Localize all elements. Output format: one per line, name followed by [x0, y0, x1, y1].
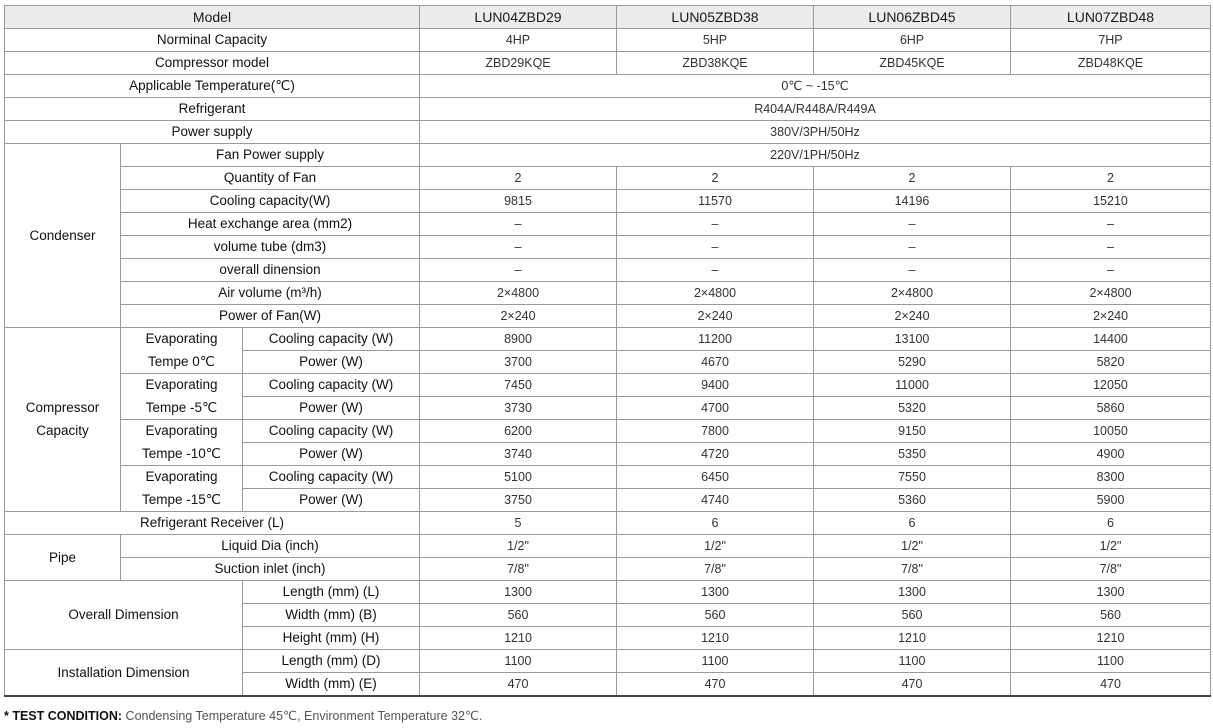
cell-value: ZBD29KQE [420, 52, 617, 75]
condition-label: Tempe -10℃ [121, 443, 243, 466]
row-label: Norminal Capacity [5, 29, 420, 52]
cell-value: 4900 [1011, 443, 1211, 466]
group-label-installation-dimension: Installation Dimension [5, 650, 243, 697]
cell-value: 1100 [420, 650, 617, 673]
row-label: Power (W) [243, 351, 420, 374]
cell-value: 7/8" [814, 558, 1011, 581]
row-label: Fan Power supply [121, 144, 420, 167]
row-label: volume tube (dm3) [121, 236, 420, 259]
condition-label: Tempe -5℃ [121, 397, 243, 420]
table-row [5, 29, 1211, 52]
cell-value: 5820 [1011, 351, 1211, 374]
cell-value: 560 [1011, 604, 1211, 627]
row-label: Cooling capacity (W) [243, 374, 420, 397]
table-row [5, 489, 1211, 512]
cell-value: 470 [420, 673, 617, 697]
cell-value: 7/8" [420, 558, 617, 581]
cell-value: 1300 [814, 581, 1011, 604]
row-label: Width (mm) (E) [243, 673, 420, 697]
row-label: Height (mm) (H) [243, 627, 420, 650]
cell-value: 2 [617, 167, 814, 190]
cell-value: ZBD48KQE [1011, 52, 1211, 75]
row-label: Air volume (m³/h) [121, 282, 420, 305]
table-row [5, 282, 1211, 305]
row-label: Power supply [5, 121, 420, 144]
row-label: overall dinension [121, 259, 420, 282]
row-label: Applicable Temperature(℃) [5, 75, 420, 98]
cell-value: 1210 [1011, 627, 1211, 650]
cell-value: 560 [617, 604, 814, 627]
cell-value: ZBD38KQE [617, 52, 814, 75]
condition-label: Evaporating [121, 466, 243, 489]
row-label: Cooling capacity (W) [243, 420, 420, 443]
cell-value: 5860 [1011, 397, 1211, 420]
group-label-compressor-capacity [5, 328, 121, 512]
cell-value: 2×4800 [617, 282, 814, 305]
cell-value: 2 [420, 167, 617, 190]
condition-label: Tempe 0℃ [121, 351, 243, 374]
cell-value: 6 [617, 512, 814, 535]
cell-value: 220V/1PH/50Hz [420, 144, 1211, 167]
model-name: LUN05ZBD38 [617, 6, 814, 29]
row-label: Heat exchange area (mm2) [121, 213, 420, 236]
cell-value: 470 [617, 673, 814, 697]
table-row [5, 351, 1211, 374]
cell-value: 7/8" [1011, 558, 1211, 581]
cell-value: 1210 [814, 627, 1011, 650]
row-label: Suction inlet (inch) [121, 558, 420, 581]
condition-label: Evaporating [121, 374, 243, 397]
table-row [5, 420, 1211, 443]
cell-value: 560 [814, 604, 1011, 627]
header-row [5, 6, 1211, 29]
table-row [5, 328, 1211, 351]
cell-value: 2×240 [617, 305, 814, 328]
cell-value: 14196 [814, 190, 1011, 213]
cell-value: 14400 [1011, 328, 1211, 351]
cell-value: 11200 [617, 328, 814, 351]
model-name: LUN04ZBD29 [420, 6, 617, 29]
row-label: Quantity of Fan [121, 167, 420, 190]
table-row [5, 374, 1211, 397]
cell-value: 3740 [420, 443, 617, 466]
cell-value: 12050 [1011, 374, 1211, 397]
cell-value: 560 [420, 604, 617, 627]
cell-value: – [814, 236, 1011, 259]
cell-value: 9815 [420, 190, 617, 213]
cell-value: – [814, 259, 1011, 282]
table-row [5, 121, 1211, 144]
cell-value: 2 [1011, 167, 1211, 190]
cell-value: 1100 [814, 650, 1011, 673]
table-row [5, 75, 1211, 98]
group-label-condenser: Condenser [5, 144, 121, 328]
specification-table [4, 5, 1211, 697]
group-label-line: Capacity [36, 423, 89, 438]
cell-value: 9400 [617, 374, 814, 397]
table-row [5, 512, 1211, 535]
cell-value: 2 [814, 167, 1011, 190]
cell-value: 5350 [814, 443, 1011, 466]
cell-value: 2×240 [420, 305, 617, 328]
condition-label: Evaporating [121, 328, 243, 351]
cell-value: 7550 [814, 466, 1011, 489]
cell-value: 1/2" [420, 535, 617, 558]
table-row [5, 650, 1211, 673]
test-condition-text: Condensing Temperature 45℃, Environment Temperature 32℃. [122, 709, 483, 723]
cell-value: 4HP [420, 29, 617, 52]
cell-value: 5320 [814, 397, 1011, 420]
cell-value: 6450 [617, 466, 814, 489]
cell-value: 6 [1011, 512, 1211, 535]
table-row [5, 443, 1211, 466]
cell-value: 15210 [1011, 190, 1211, 213]
cell-value: – [1011, 213, 1211, 236]
condition-label: Evaporating [121, 420, 243, 443]
table-row [5, 98, 1211, 121]
cell-value: 1100 [617, 650, 814, 673]
row-label: Power (W) [243, 443, 420, 466]
cell-value: 11000 [814, 374, 1011, 397]
cell-value: – [617, 259, 814, 282]
table-row [5, 535, 1211, 558]
cell-value: 1300 [1011, 581, 1211, 604]
cell-value: 6200 [420, 420, 617, 443]
cell-value: 1100 [1011, 650, 1211, 673]
row-label: Length (mm) (D) [243, 650, 420, 673]
cell-value: 1300 [617, 581, 814, 604]
cell-value: 1/2" [617, 535, 814, 558]
cell-value: 1/2" [1011, 535, 1211, 558]
cell-value: 5 [420, 512, 617, 535]
cell-value: 9150 [814, 420, 1011, 443]
cell-value: 4700 [617, 397, 814, 420]
cell-value: 4670 [617, 351, 814, 374]
table-row [5, 52, 1211, 75]
cell-value: 3730 [420, 397, 617, 420]
cell-value: 10050 [1011, 420, 1211, 443]
condition-label: Tempe -15℃ [121, 489, 243, 512]
cell-value: 470 [1011, 673, 1211, 697]
table-row [5, 259, 1211, 282]
cell-value: 2×4800 [1011, 282, 1211, 305]
cell-value: – [1011, 236, 1211, 259]
cell-value: 4740 [617, 489, 814, 512]
test-condition-note [4, 708, 483, 723]
cell-value: 470 [814, 673, 1011, 697]
cell-value: 3750 [420, 489, 617, 512]
table-row [5, 167, 1211, 190]
table-row [5, 236, 1211, 259]
group-label-line: Compressor [25, 400, 100, 415]
cell-value: – [420, 236, 617, 259]
test-condition-label: * TEST CONDITION: [4, 709, 123, 723]
table-row [5, 466, 1211, 489]
row-label: Cooling capacity(W) [121, 190, 420, 213]
row-label: Width (mm) (B) [243, 604, 420, 627]
group-label-overall-dimension: Overall Dimension [5, 581, 243, 650]
cell-value: 5290 [814, 351, 1011, 374]
row-label: Power of Fan(W) [121, 305, 420, 328]
cell-value: – [814, 213, 1011, 236]
cell-value: 5360 [814, 489, 1011, 512]
cell-value: 2×4800 [420, 282, 617, 305]
cell-value: – [617, 236, 814, 259]
row-label: Cooling capacity (W) [243, 328, 420, 351]
cell-value: 3700 [420, 351, 617, 374]
cell-value: 1/2" [814, 535, 1011, 558]
cell-value: 2×240 [1011, 305, 1211, 328]
row-label: Power (W) [243, 397, 420, 420]
cell-value: 5100 [420, 466, 617, 489]
cell-value: R404A/R448A/R449A [420, 98, 1211, 121]
cell-value: – [420, 213, 617, 236]
cell-value: 6HP [814, 29, 1011, 52]
cell-value: 5900 [1011, 489, 1211, 512]
row-label: Refrigerant [5, 98, 420, 121]
cell-value: 13100 [814, 328, 1011, 351]
table-row [5, 144, 1211, 167]
row-label: Refrigerant Receiver (L) [5, 512, 420, 535]
cell-value: 8900 [420, 328, 617, 351]
cell-value: 7HP [1011, 29, 1211, 52]
table-row [5, 581, 1211, 604]
cell-value: 8300 [1011, 466, 1211, 489]
cell-value: – [617, 213, 814, 236]
cell-value: 0℃ ~ -15℃ [420, 75, 1211, 98]
cell-value: 1210 [420, 627, 617, 650]
cell-value: 1300 [420, 581, 617, 604]
table-row [5, 397, 1211, 420]
cell-value: ZBD45KQE [814, 52, 1011, 75]
row-label: Compressor model [5, 52, 420, 75]
cell-value: 2×4800 [814, 282, 1011, 305]
group-label-pipe: Pipe [5, 535, 121, 581]
table-row [5, 213, 1211, 236]
cell-value: 6 [814, 512, 1011, 535]
cell-value: 380V/3PH/50Hz [420, 121, 1211, 144]
table-row [5, 305, 1211, 328]
cell-value: – [420, 259, 617, 282]
row-label: Length (mm) (L) [243, 581, 420, 604]
model-name: LUN07ZBD48 [1011, 6, 1211, 29]
cell-value: 7800 [617, 420, 814, 443]
cell-value: 1210 [617, 627, 814, 650]
cell-value: 2×240 [814, 305, 1011, 328]
row-label: Liquid Dia (inch) [121, 535, 420, 558]
model-header: Model [5, 6, 420, 29]
table-row [5, 190, 1211, 213]
cell-value: – [1011, 259, 1211, 282]
row-label: Cooling capacity (W) [243, 466, 420, 489]
cell-value: 7/8" [617, 558, 814, 581]
table-row [5, 558, 1211, 581]
row-label: Power (W) [243, 489, 420, 512]
cell-value: 11570 [617, 190, 814, 213]
model-name: LUN06ZBD45 [814, 6, 1011, 29]
cell-value: 5HP [617, 29, 814, 52]
cell-value: 7450 [420, 374, 617, 397]
cell-value: 4720 [617, 443, 814, 466]
